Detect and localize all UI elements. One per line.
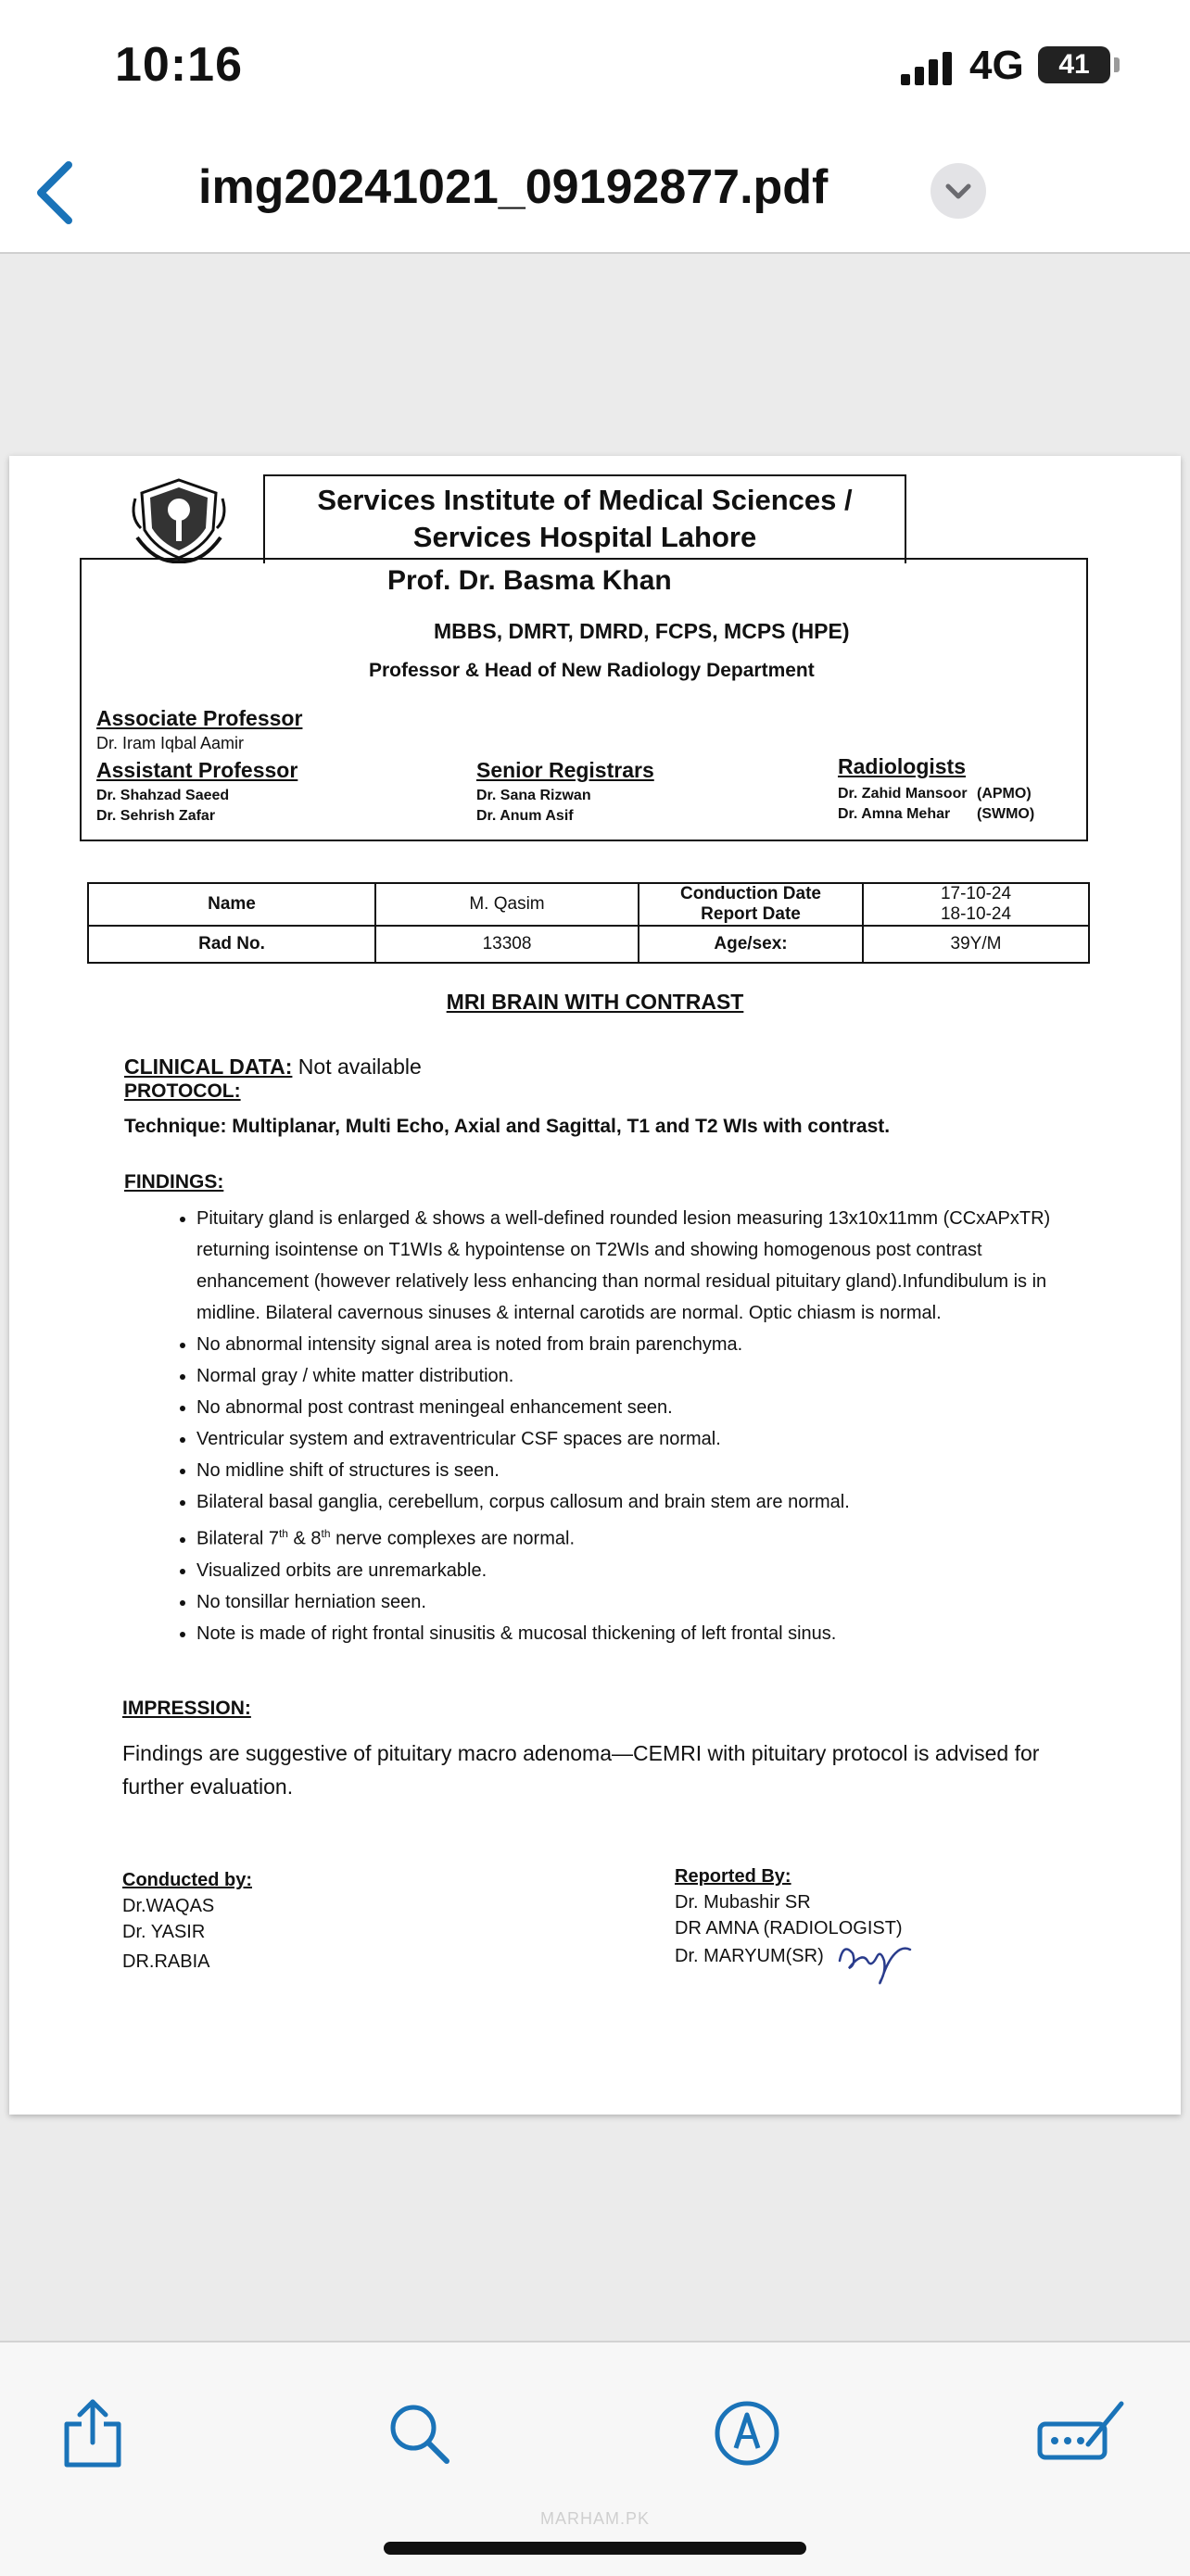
radiologist-name: Dr. Zahid Mansoor	[838, 786, 968, 802]
findings-list	[148, 1203, 1090, 1649]
list-item: • Pituitary gland is enlarged & shows a well-defined rounded lesion measuring 13x10x11mm (CCxAPxTR) returning isointense on T1WIs & hypointense on T2WIs and showing homogenous post contrast enhancement (however relatively less enhancing than normal residual pituitary gland).Infundibulum is in midline. Bilateral cavernous sinuses & internal carotids are normal. Optic chiasm is normal.	[196, 1203, 1090, 1329]
institute-name-line2: Services Hospital Lahore	[412, 521, 757, 553]
rad-no: 13308	[375, 926, 639, 963]
reported-by-name: DR AMNA (RADIOLOGIST)	[675, 1918, 903, 1938]
clinical-data-value: Not available	[292, 1054, 422, 1079]
nav-bar	[0, 139, 1190, 254]
list-item: • Visualized orbits are unremarkable.	[196, 1555, 1090, 1586]
radiologist-post: (SWMO)	[977, 806, 1035, 822]
clinical-data-label: CLINICAL DATA:	[124, 1054, 293, 1079]
reported-by-name: Dr. Mubashir SR	[675, 1892, 811, 1913]
table-row	[88, 926, 1089, 963]
assistant-professor-label: Assistant Professor	[96, 758, 298, 782]
head-qualifications: MBBS, DMRT, DMRD, FCPS, MCPS (HPE)	[434, 619, 850, 643]
chevron-down-icon	[930, 163, 986, 219]
markup-icon	[710, 2396, 784, 2470]
head-title: Professor & Head of New Radiology Department	[369, 660, 815, 681]
ordinal-suffix: th	[278, 1527, 288, 1540]
pdf-page	[9, 456, 1181, 2115]
assistant-professor-name: Dr. Sehrish Zafar	[96, 808, 216, 824]
list-item: • No tonsillar herniation seen.	[196, 1586, 1090, 1618]
senior-registrar-name: Dr. Anum Asif	[476, 808, 574, 824]
report-date: 18-10-24	[940, 904, 1012, 924]
share-icon	[56, 2396, 130, 2470]
institute-header	[263, 474, 906, 563]
markup-button[interactable]	[710, 2396, 784, 2470]
age-sex-label: Age/sex:	[639, 926, 863, 963]
patient-name: M. Qasim	[375, 883, 639, 926]
title-menu-button[interactable]	[930, 163, 986, 219]
list-item: • No abnormal intensity signal area is noted from brain parenchyma.	[196, 1329, 1090, 1360]
bottom-toolbar	[0, 2341, 1190, 2576]
radiologists-label: Radiologists	[838, 754, 967, 778]
impression-text: Findings are suggestive of pituitary macro adenoma—CEMRI with pituitary protocol is advised for further evaluation.	[122, 1741, 1040, 1799]
fill-and-sign-button[interactable]	[1036, 2396, 1110, 2470]
network-type: 4G	[969, 43, 1024, 88]
senior-registrar-name: Dr. Sana Rizwan	[476, 788, 591, 803]
fill-and-sign-icon	[1036, 2396, 1129, 2470]
document-title[interactable]: img20241021_09192877.pdf	[198, 160, 829, 214]
dates-value-cell	[863, 883, 1089, 926]
search-icon	[382, 2396, 456, 2470]
battery-icon: 41	[1038, 46, 1110, 83]
name-label: Name	[88, 883, 375, 926]
report-date-label: Report Date	[701, 904, 801, 924]
protocol-label: PROTOCOL:	[124, 1080, 241, 1102]
chevron-left-icon	[26, 156, 91, 230]
senior-registrars-label: Senior Registrars	[476, 758, 654, 782]
list-item: • Ventricular system and extraventricular CSF spaces are normal.	[196, 1423, 1090, 1455]
reported-by-name: Dr. MARYUM(SR)	[675, 1946, 824, 1966]
report-title: MRI BRAIN WITH CONTRAST	[446, 990, 744, 1014]
status-bar	[0, 0, 1190, 139]
ordinal-suffix: th	[321, 1527, 331, 1540]
watermark-text: MARHAM.PK	[539, 2509, 650, 2528]
department-header	[80, 558, 1088, 841]
head-name: Prof. Dr. Basma Khan	[387, 565, 672, 596]
status-time: 10:16	[115, 38, 243, 92]
conducted-by-name: DR.RABIA	[122, 1951, 210, 1972]
conduction-date: 17-10-24	[940, 884, 1012, 903]
age-sex: 39Y/M	[863, 926, 1089, 963]
dates-label-cell	[639, 883, 863, 926]
associate-professor-label: Associate Professor	[96, 706, 303, 730]
radiologist-name: Dr. Amna Mehar	[838, 806, 951, 822]
list-item: • No abnormal post contrast meningeal enhancement seen.	[196, 1392, 1090, 1423]
assistant-professor-name: Dr. Shahzad Saeed	[96, 788, 230, 803]
conducted-by-name: Dr.WAQAS	[122, 1896, 215, 1916]
associate-professor-name: Dr. Iram Iqbal Aamir	[96, 734, 245, 752]
battery-tip	[1114, 57, 1120, 72]
list-item: • Bilateral 7th & 8th nerve complexes are normal.	[196, 1518, 1090, 1555]
clinical-data	[124, 1054, 422, 1080]
list-item: • No midline shift of structures is seen.	[196, 1455, 1090, 1486]
conducted-by-label: Conducted by:	[122, 1870, 252, 1890]
rad-no-label: Rad No.	[88, 926, 375, 963]
search-button[interactable]	[382, 2396, 456, 2470]
back-button[interactable]	[26, 156, 91, 230]
technique-text: Technique: Multiplanar, Multi Echo, Axial and Sagittal, T1 and T2 WIs with contrast.	[124, 1116, 891, 1137]
findings-label: FINDINGS:	[124, 1171, 224, 1193]
reported-by-label: Reported By:	[675, 1866, 791, 1887]
hospital-logo-icon	[128, 473, 230, 563]
impression-label: IMPRESSION:	[122, 1698, 251, 1719]
patient-info-table	[87, 882, 1090, 964]
institute-name-line1: Services Institute of Medical Sciences /	[317, 484, 853, 516]
radiologist-post: (APMO)	[977, 786, 1032, 802]
conduction-date-label: Conduction Date	[680, 884, 821, 903]
home-indicator[interactable]	[384, 2542, 806, 2555]
conducted-by-name: Dr. YASIR	[122, 1922, 206, 1942]
share-button[interactable]	[56, 2396, 130, 2470]
table-row	[88, 883, 1089, 926]
list-item: • Bilateral basal ganglia, cerebellum, corpus callosum and brain stem are normal.	[196, 1486, 1090, 1518]
signature-icon	[834, 1933, 914, 1989]
list-item: • Note is made of right frontal sinusitis & mucosal thickening of left frontal sinus.	[196, 1618, 1090, 1649]
cellular-signal-icon	[901, 52, 956, 85]
list-item: • Normal gray / white matter distribution.	[196, 1360, 1090, 1392]
